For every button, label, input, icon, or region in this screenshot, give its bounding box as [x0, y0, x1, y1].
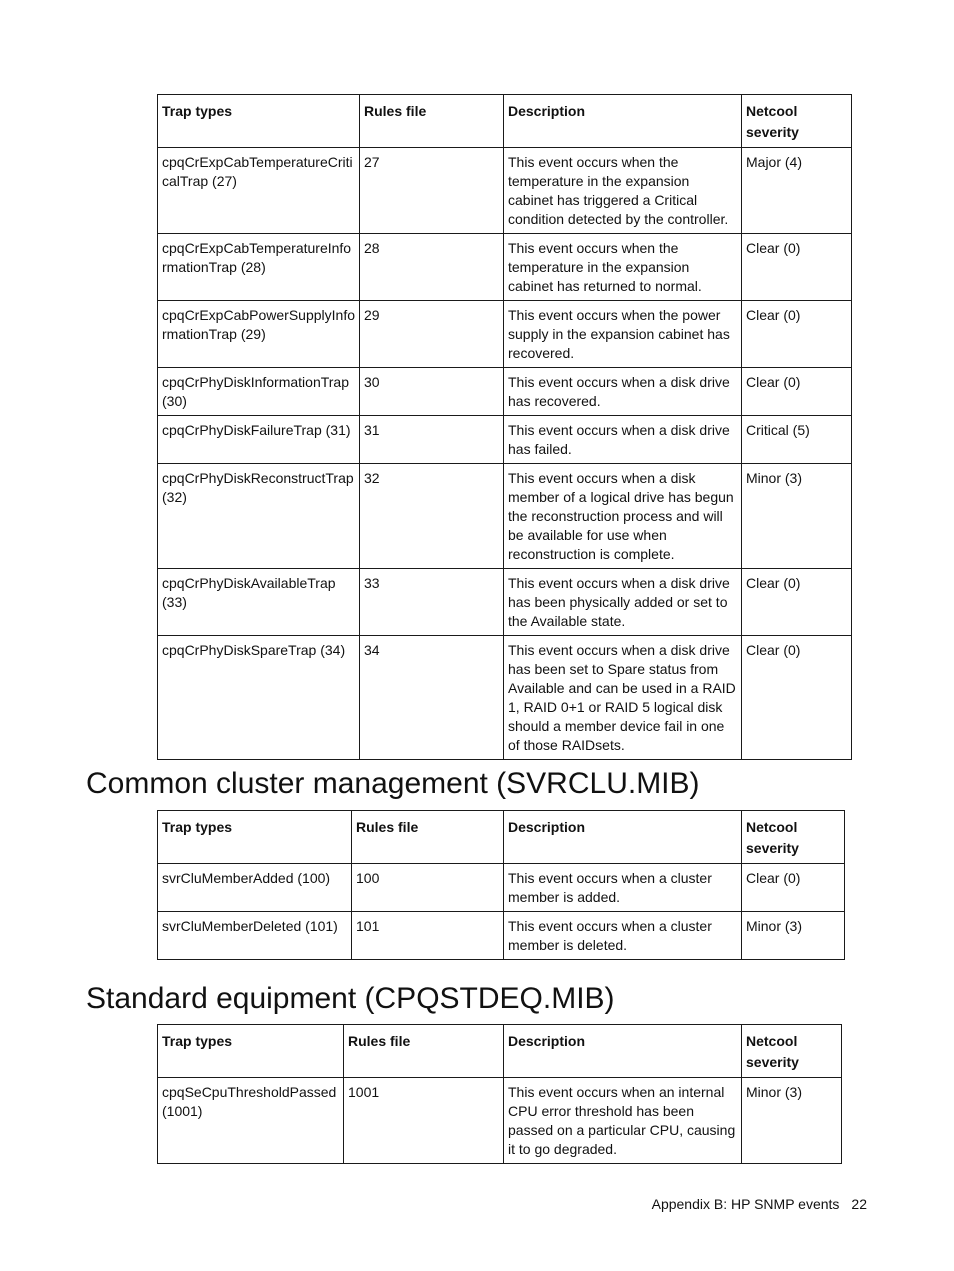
trap-type-cell: cpqSeCpuThresholdPassed (1001)	[158, 1078, 344, 1164]
description-cell: This event occurs when a cluster member is added.	[504, 864, 742, 912]
description-cell: This event occurs when the power supply in the expansion cabinet has recovered.	[504, 301, 742, 368]
trap-type-cell: cpqCrPhyDiskSpareTrap (34)	[158, 636, 360, 760]
description-cell: This event occurs when the temperature in the expansion cabinet has returned to normal.	[504, 234, 742, 301]
rules-file-cell: 100	[352, 864, 504, 912]
rules-file-cell: 32	[360, 464, 504, 569]
rules-file-cell: 29	[360, 301, 504, 368]
page-number: 22	[851, 1196, 867, 1212]
cpqcr-traps-table	[157, 94, 852, 760]
trap-type-cell: cpqCrPhyDiskReconstructTrap (32)	[158, 464, 360, 569]
rules-file-cell: 31	[360, 416, 504, 464]
description-cell: This event occurs when a disk drive has been physically added or set to the Available state.	[504, 569, 742, 636]
table-header-row	[158, 1025, 842, 1078]
table-row	[158, 416, 852, 464]
trap-type-cell: svrCluMemberDeleted (101)	[158, 912, 352, 960]
rules-file-cell: 28	[360, 234, 504, 301]
table-row	[158, 912, 845, 960]
header-description: Description	[504, 95, 742, 148]
trap-type-cell: cpqCrExpCabTemperatureCriticalTrap (27)	[158, 148, 360, 234]
rules-file-cell: 1001	[344, 1078, 504, 1164]
header-trap-types: Trap types	[158, 811, 352, 864]
section-heading-cpqstdeq: Standard equipment (CPQSTDEQ.MIB)	[86, 982, 615, 1015]
header-rules-file: Rules file	[360, 95, 504, 148]
header-rules-file: Rules file	[344, 1025, 504, 1078]
header-description: Description	[504, 1025, 742, 1078]
trap-type-cell: svrCluMemberAdded (100)	[158, 864, 352, 912]
severity-cell: Clear (0)	[742, 864, 845, 912]
severity-cell: Major (4)	[742, 148, 852, 234]
footer-label: Appendix B: HP SNMP events	[651, 1196, 840, 1212]
table-row	[158, 864, 845, 912]
severity-cell: Minor (3)	[742, 912, 845, 960]
rules-file-cell: 34	[360, 636, 504, 760]
rules-file-cell: 101	[352, 912, 504, 960]
trap-type-cell: cpqCrExpCabPowerSupplyInformationTrap (29)	[158, 301, 360, 368]
section-heading-svrclu: Common cluster management (SVRCLU.MIB)	[86, 767, 700, 800]
rules-file-cell: 33	[360, 569, 504, 636]
header-description: Description	[504, 811, 742, 864]
table-row	[158, 464, 852, 569]
header-trap-types: Trap types	[158, 95, 360, 148]
trap-type-cell: cpqCrPhyDiskFailureTrap (31)	[158, 416, 360, 464]
description-cell: This event occurs when a disk member of a logical drive has begun the reconstruction process and will be available for use when reconstruction is complete.	[504, 464, 742, 569]
severity-cell: Clear (0)	[742, 301, 852, 368]
table-header-row	[158, 95, 852, 148]
table-row	[158, 234, 852, 301]
trap-type-cell: cpqCrPhyDiskInformationTrap (30)	[158, 368, 360, 416]
page-footer	[652, 1195, 867, 1213]
cpqstdeq-traps-table	[157, 1024, 842, 1164]
description-cell: This event occurs when the temperature in the expansion cabinet has triggered a Critical condition detected by the controller.	[504, 148, 742, 234]
severity-cell: Critical (5)	[742, 416, 852, 464]
severity-cell: Clear (0)	[742, 234, 852, 301]
rules-file-cell: 30	[360, 368, 504, 416]
rules-file-cell: 27	[360, 148, 504, 234]
table-row	[158, 368, 852, 416]
description-cell: This event occurs when a cluster member is deleted.	[504, 912, 742, 960]
description-cell: This event occurs when a disk drive has recovered.	[504, 368, 742, 416]
severity-cell: Minor (3)	[742, 464, 852, 569]
header-netcool-severity: Netcool severity	[742, 811, 845, 864]
trap-type-cell: cpqCrPhyDiskAvailableTrap (33)	[158, 569, 360, 636]
trap-type-cell: cpqCrExpCabTemperatureInformationTrap (28)	[158, 234, 360, 301]
description-cell: This event occurs when an internal CPU error threshold has been passed on a particular CPU, causing it to go degraded.	[504, 1078, 742, 1164]
header-netcool-severity: Netcool severity	[742, 1025, 842, 1078]
header-trap-types: Trap types	[158, 1025, 344, 1078]
severity-cell: Clear (0)	[742, 569, 852, 636]
severity-cell: Minor (3)	[742, 1078, 842, 1164]
severity-cell: Clear (0)	[742, 368, 852, 416]
description-cell: This event occurs when a disk drive has been set to Spare status from Available and can be used in a RAID 1, RAID 0+1 or RAID 5 logical disk should a member device fail in one of those RAIDsets.	[504, 636, 742, 760]
table-header-row	[158, 811, 845, 864]
header-rules-file: Rules file	[352, 811, 504, 864]
table-row	[158, 1078, 842, 1164]
table-row	[158, 569, 852, 636]
severity-cell: Clear (0)	[742, 636, 852, 760]
table-row	[158, 301, 852, 368]
description-cell: This event occurs when a disk drive has failed.	[504, 416, 742, 464]
table-row	[158, 636, 852, 760]
header-netcool-severity: Netcool severity	[742, 95, 852, 148]
svrclu-traps-table	[157, 810, 845, 960]
table-row	[158, 148, 852, 234]
